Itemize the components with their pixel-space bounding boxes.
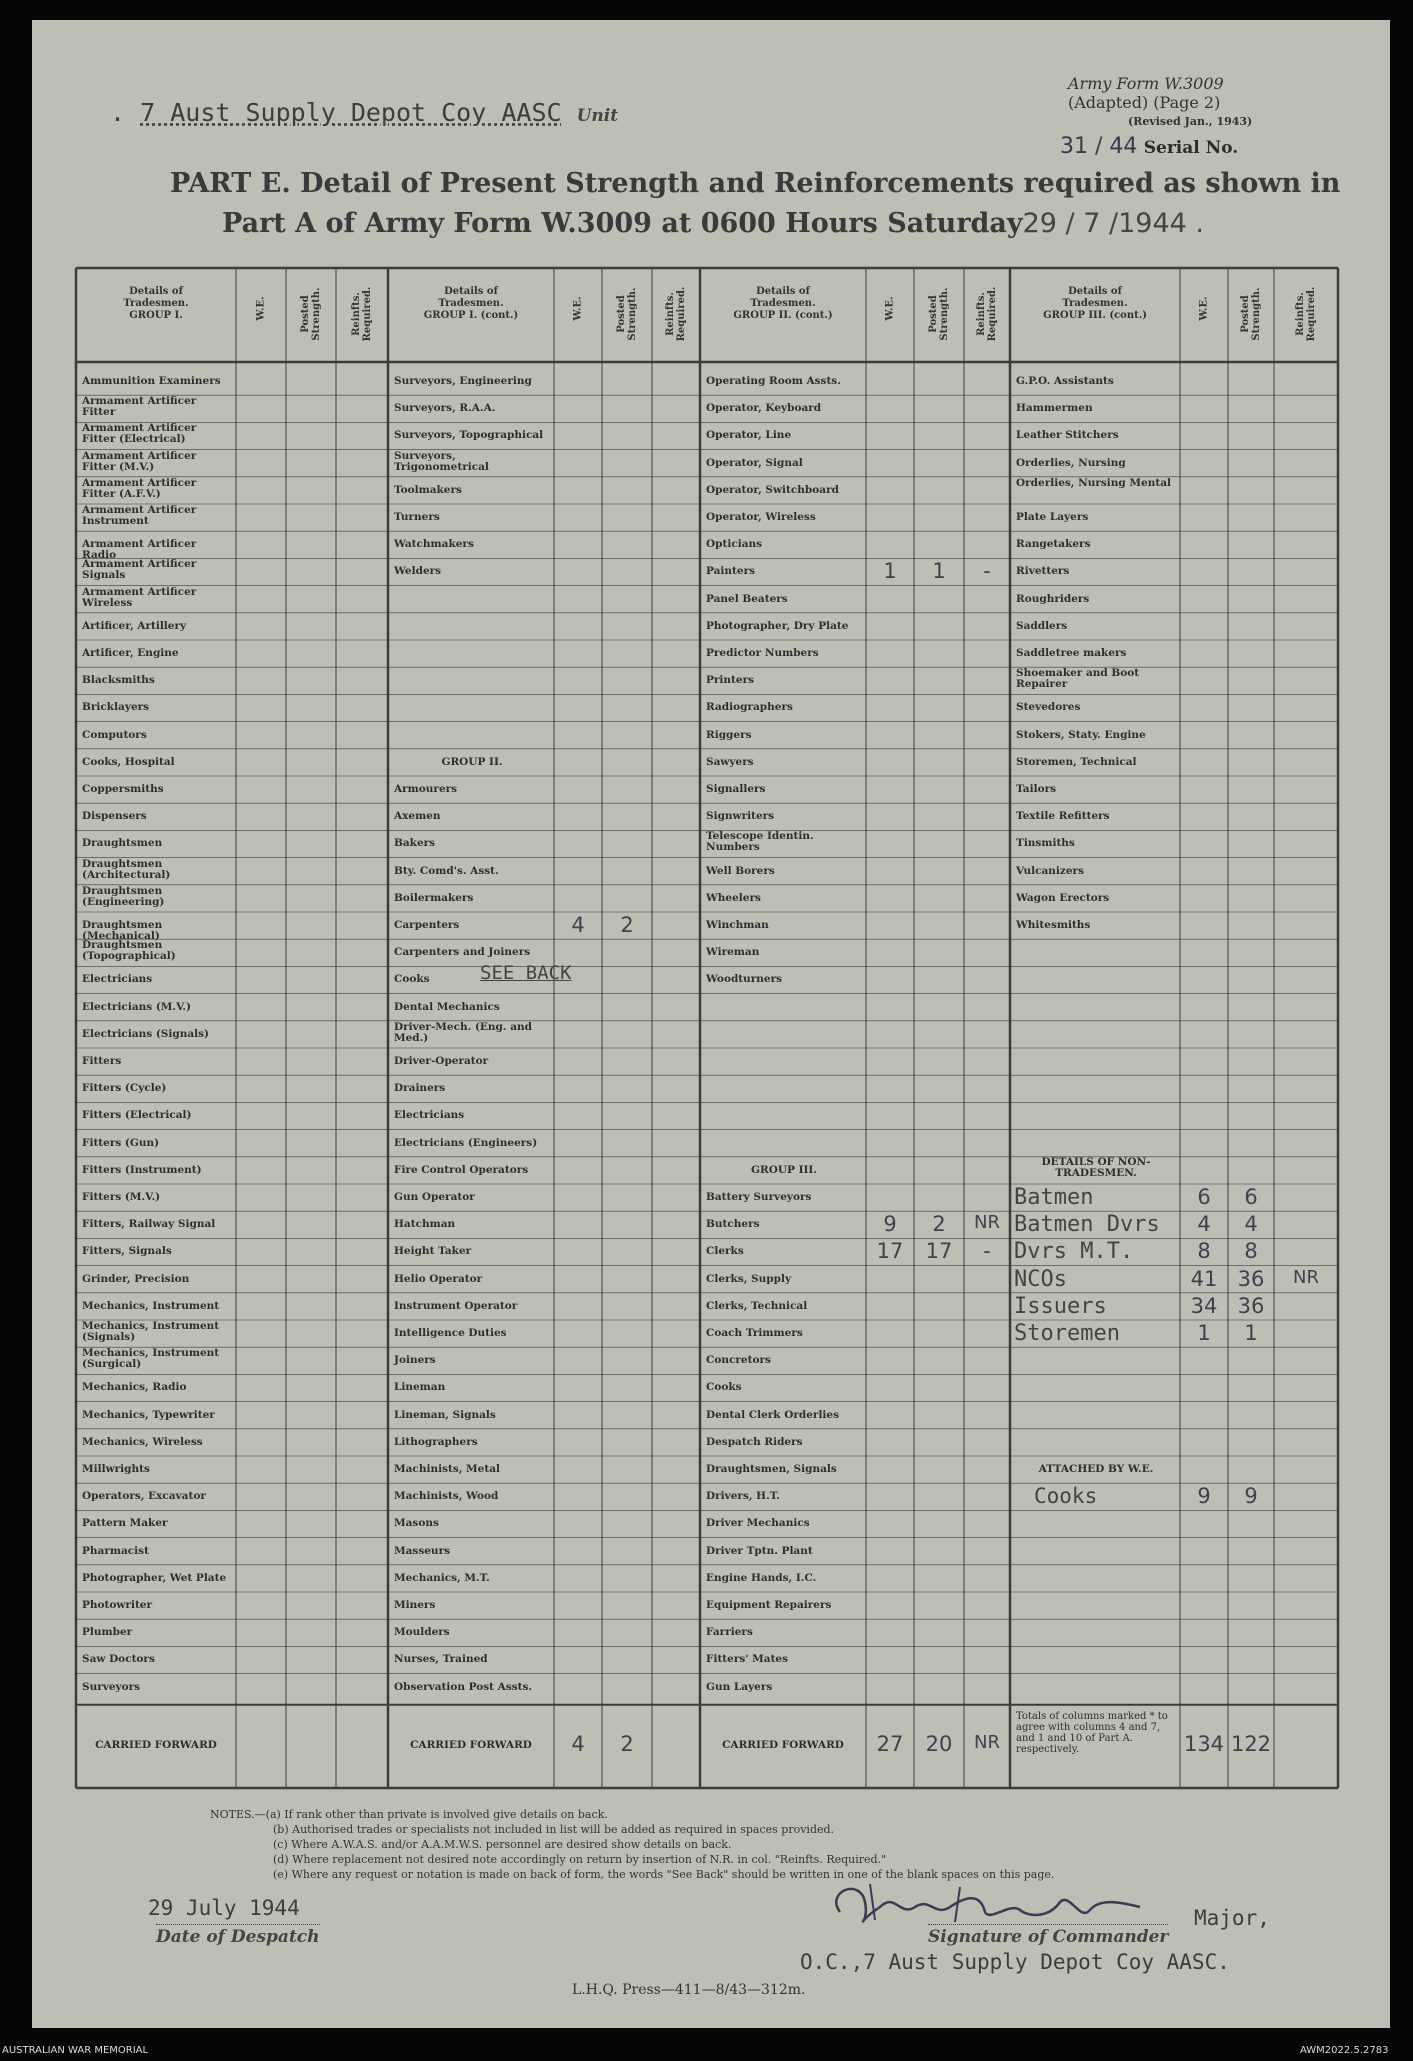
trade-label: Opticians xyxy=(706,538,763,551)
despatch-label: Date of Despatch xyxy=(156,1924,320,1947)
non-tradesman-name: Storemen xyxy=(1014,1321,1120,1346)
trade-label: Telescope Identin. Numbers xyxy=(706,830,814,854)
trade-label: Electricians (Engineers) xyxy=(394,1136,538,1149)
group-heading: GROUP III. xyxy=(751,1163,817,1176)
group-heading: DETAILS OF NON-TRADESMEN. xyxy=(1041,1155,1151,1179)
note-c: (c) Where A.W.A.S. and/or A.A.M.W.S. personnel are desired show details on back. xyxy=(273,1838,732,1851)
trade-label: Battery Surveyors xyxy=(706,1191,812,1203)
header-line: Strength. xyxy=(939,287,950,341)
entry-reinfts: - xyxy=(983,1239,991,1264)
title-line-2-text: Part A of Army Form W.3009 at 0600 Hours Saturday xyxy=(222,208,1023,239)
despatch-date: 29 July 1944 xyxy=(148,1896,300,1920)
non-tradesman-we: 41 xyxy=(1190,1266,1218,1291)
trade-label: Carpenters and Joiners xyxy=(394,946,531,959)
totals-note: Totals of columns marked * to agree with columns 4 and 7, and 1 and 10 of Part A. respectively. xyxy=(1016,1710,1168,1755)
non-tradesman-posted: 1 xyxy=(1244,1321,1258,1345)
trade-label: Observation Post Assts. xyxy=(394,1680,533,1693)
non-tradesman-reinfts: NR xyxy=(1293,1266,1319,1288)
see-back-note: SEE BACK xyxy=(480,962,572,985)
trade-label: Surveyors, R.A.A. xyxy=(394,402,496,415)
trade-label: Armament Artificer Fitter (Electrical) xyxy=(82,422,197,446)
trade-label: Machinists, Metal xyxy=(394,1463,500,1475)
trade-label: Plate Layers xyxy=(1016,511,1089,523)
trade-label: Mechanics, Radio xyxy=(82,1381,187,1394)
header-line: Strength. xyxy=(627,287,638,341)
press-line: L.H.Q. Press—411—8/43—312m. xyxy=(572,1982,806,1998)
trade-label: Fitters (Cycle) xyxy=(82,1082,167,1095)
trade-label: Instrument Operator xyxy=(394,1299,518,1312)
header-line: Required. xyxy=(362,286,373,342)
entry-we: 17 xyxy=(876,1239,904,1264)
trade-label: Mechanics, Wireless xyxy=(82,1435,203,1448)
trade-label: Photowriter xyxy=(82,1599,153,1611)
header-line: Reinfts. xyxy=(976,292,987,336)
trade-label: Height Taker xyxy=(394,1245,472,1258)
trade-label: Orderlies, Nursing Mental xyxy=(1016,476,1171,489)
non-tradesman-name: Batmen Dvrs xyxy=(1014,1212,1160,1238)
entry-reinfts: - xyxy=(983,559,991,584)
trade-label: Orderlies, Nursing xyxy=(1016,456,1126,469)
trade-label: Cooks, Hospital xyxy=(82,755,175,768)
entry-reinfts: NR xyxy=(974,1212,1000,1234)
header-line: GROUP III. (cont.) xyxy=(1043,310,1147,321)
header-line: Details of xyxy=(444,286,498,297)
unit-line: . 7 Aust Supply Depot Coy AASC Unit xyxy=(110,98,619,127)
non-tradesman-name: Batmen xyxy=(1014,1185,1094,1210)
attached-posted: 9 xyxy=(1244,1484,1258,1509)
trade-label: Welders xyxy=(394,565,442,578)
carried-forward-label: CARRIED FORWARD xyxy=(410,1739,532,1752)
trade-label: Gun Operator xyxy=(394,1191,475,1203)
trade-label: Armament Artificer Wireless xyxy=(82,585,197,609)
trade-label: Saddlers xyxy=(1016,619,1068,632)
non-tradesman-name: Dvrs M.T. xyxy=(1014,1239,1134,1265)
trade-label: Well Borers xyxy=(706,864,775,877)
trade-label: Surveyors, Engineering xyxy=(394,375,532,387)
header-line: GROUP I. xyxy=(129,310,183,321)
trade-label: Cooks xyxy=(394,973,430,986)
trade-label: Roughriders xyxy=(1016,592,1090,605)
trade-label: Surveyors, Trigonometrical xyxy=(394,449,489,473)
trade-label: Bricklayers xyxy=(82,701,150,714)
non-tradesman-posted: 36 xyxy=(1237,1266,1265,1291)
header-line: Required. xyxy=(987,286,998,342)
trade-label: Intelligence Duties xyxy=(394,1327,507,1339)
header-line: W.E. xyxy=(255,296,267,321)
note-d: (d) Where replacement not desired note accordingly on return by insertion of N.R. in col. "Reinfts. Required." xyxy=(273,1853,887,1866)
trade-label: Fitters (Electrical) xyxy=(82,1109,192,1122)
trade-label: Stevedores xyxy=(1016,701,1081,714)
trade-label: Draughtsmen (Topographical) xyxy=(82,939,176,963)
non-tradesman-we: 34 xyxy=(1190,1293,1218,1318)
trade-label: Electricians (M.V.) xyxy=(82,1000,192,1013)
non-tradesman-we: 4 xyxy=(1197,1212,1211,1237)
notes-block xyxy=(210,1807,1054,1882)
column-header-posted xyxy=(1240,274,1262,354)
entry-we: 9 xyxy=(883,1212,897,1237)
trade-label: Dental Mechanics xyxy=(394,1000,500,1013)
trade-label: Toolmakers xyxy=(394,483,462,496)
note-b: (b) Authorised trades or specialists not included in list will be added as required in spaces provided. xyxy=(273,1823,835,1836)
trade-label: Signwriters xyxy=(706,810,775,823)
non-tradesman-posted: 36 xyxy=(1237,1293,1265,1318)
carried-forward-posted: 20 xyxy=(925,1732,953,1757)
trade-label: Armament Artificer Fitter (A.F.V.) xyxy=(82,476,197,500)
trade-label: Operator, Keyboard xyxy=(706,402,822,415)
trade-label: Bty. Comd's. Asst. xyxy=(394,864,499,877)
column-header-title xyxy=(76,286,236,322)
trade-label: Dispensers xyxy=(82,810,147,823)
total-we: 134 xyxy=(1183,1732,1225,1757)
entry-we: 4 xyxy=(571,913,585,937)
trade-label: Machinists, Wood xyxy=(394,1490,499,1503)
header-line: Posted xyxy=(1240,295,1251,333)
non-tradesman-we: 1 xyxy=(1197,1321,1211,1345)
trade-label: Radiographers xyxy=(706,701,793,714)
trade-label: Leather Stitchers xyxy=(1016,429,1119,442)
trade-label: Driver-Operator xyxy=(394,1055,489,1067)
trade-label: Gun Layers xyxy=(706,1680,773,1693)
form-ref-line3: (Revised Jan., 1943) xyxy=(1128,115,1253,128)
header-line: Details of xyxy=(756,286,810,297)
header-line: GROUP II. (cont.) xyxy=(733,310,833,321)
form-ref-line2: (Adapted) (Page 2) xyxy=(1068,93,1221,112)
carried-forward-label: CARRIED FORWARD xyxy=(722,1739,844,1752)
trade-label: Clerks xyxy=(706,1245,744,1258)
trade-label: Tinsmiths xyxy=(1016,837,1075,850)
trade-label: Riggers xyxy=(706,728,752,741)
trade-label: Cooks xyxy=(706,1381,742,1394)
trade-label: Operator, Wireless xyxy=(706,511,816,523)
trade-label: Mechanics, Instrument xyxy=(82,1299,220,1312)
trade-label: Equipment Repairers xyxy=(706,1599,832,1611)
trade-label: Mechanics, Instrument (Signals) xyxy=(82,1320,220,1343)
carried-forward-we: 4 xyxy=(571,1732,585,1757)
trade-label: Vulcanizers xyxy=(1016,864,1085,877)
trade-label: Butchers xyxy=(706,1218,760,1231)
entry-posted: 2 xyxy=(932,1212,946,1237)
trade-label: Lineman xyxy=(394,1381,446,1394)
trade-label: Draughtsmen, Signals xyxy=(706,1463,837,1475)
note-a: NOTES.—(a) If rank other than private is involved give details on back. xyxy=(210,1808,608,1821)
trade-label: Wheelers xyxy=(706,891,761,904)
trade-label: Pattern Maker xyxy=(82,1517,168,1530)
column-header-reinfts xyxy=(976,274,998,354)
column-header-title xyxy=(700,286,866,322)
trade-label: Coppersmiths xyxy=(82,783,164,795)
trade-label: Driver Tptn. Plant xyxy=(706,1544,813,1557)
carried-forward-posted: 2 xyxy=(620,1732,634,1757)
entry-posted: 1 xyxy=(932,559,946,584)
trade-label: Armament Artificer Instrument xyxy=(82,504,197,527)
commander-designation: O.C.,7 Aust Supply Depot Coy AASC. xyxy=(800,1950,1230,1974)
commander-rank: Major, xyxy=(1194,1906,1270,1930)
trade-label: Drainers xyxy=(394,1082,446,1095)
trade-label: Rivetters xyxy=(1016,565,1070,578)
non-tradesman-posted: 8 xyxy=(1244,1239,1258,1264)
trade-label: Whitesmiths xyxy=(1016,919,1091,931)
trade-label: Drivers, H.T. xyxy=(706,1490,780,1503)
trade-label: Fire Control Operators xyxy=(394,1163,529,1176)
trade-label: Armament Artificer Fitter (M.V.) xyxy=(82,449,197,473)
trade-label: Predictor Numbers xyxy=(706,647,819,659)
trade-label: Coach Trimmers xyxy=(706,1327,803,1339)
trade-label: Mechanics, Typewriter xyxy=(82,1408,215,1421)
trade-label: Armourers xyxy=(394,783,458,795)
group-heading: ATTACHED BY W.E. xyxy=(1038,1463,1154,1475)
trade-label: Panel Beaters xyxy=(706,592,788,605)
trade-label: Boilermakers xyxy=(394,891,474,904)
trade-label: Electricians xyxy=(394,1109,465,1122)
trade-label: Masseurs xyxy=(394,1544,451,1557)
trade-label: Electricians xyxy=(82,973,153,986)
header-line: GROUP I. (cont.) xyxy=(423,310,519,321)
trade-label: Winchman xyxy=(706,919,769,931)
trade-label: Masons xyxy=(394,1517,439,1530)
unit-label: Unit xyxy=(576,106,619,126)
trade-label: Painters xyxy=(706,565,756,578)
header-line: Details of xyxy=(1068,286,1122,297)
trade-label: Operating Room Assts. xyxy=(706,375,841,387)
note-e: (e) Where any request or notation is made on back of form, the words "See Back" should be written in one of the blank spaces on this page. xyxy=(273,1868,1055,1881)
trade-label: Signallers xyxy=(706,783,766,795)
header-line: Posted xyxy=(300,295,311,333)
trade-label: Grinder, Precision xyxy=(82,1272,190,1285)
trade-label: Rangetakers xyxy=(1016,538,1091,551)
trade-label: Plumber xyxy=(82,1626,133,1639)
total-posted: 122 xyxy=(1230,1732,1272,1757)
trade-label: Photographer, Dry Plate xyxy=(706,619,849,632)
trade-label: Millwrights xyxy=(82,1463,150,1475)
column-header-reinfts xyxy=(1295,274,1317,354)
trade-label: Stokers, Staty. Engine xyxy=(1016,728,1146,741)
trade-label: Wireman xyxy=(706,946,760,959)
title-line-1: PART E. Detail of Present Strength and Reinforcements required as shown in xyxy=(170,168,1341,199)
trade-label: Draughtsmen (Mechanical) xyxy=(82,919,163,942)
non-tradesman-name: NCOs xyxy=(1014,1266,1067,1292)
non-tradesman-we: 8 xyxy=(1197,1239,1211,1264)
trade-label: Turners xyxy=(394,511,440,523)
trade-label: Shoemaker and Boot Repairer xyxy=(1016,667,1140,691)
non-tradesman-posted: 4 xyxy=(1244,1212,1258,1237)
trade-label: Farriers xyxy=(706,1626,753,1639)
carried-forward-label: CARRIED FORWARD xyxy=(95,1739,217,1752)
trade-label: Fitters, Railway Signal xyxy=(82,1218,216,1231)
trade-label: Printers xyxy=(706,674,755,687)
column-header-title xyxy=(1010,286,1180,322)
non-tradesman-posted: 6 xyxy=(1244,1185,1258,1209)
trade-label: Blacksmiths xyxy=(82,674,155,687)
trade-label: Fitters xyxy=(82,1055,122,1067)
header-line: Reinfts. xyxy=(351,292,362,336)
trade-label: Wagon Erectors xyxy=(1016,891,1110,904)
credit-right: AWM2022.5.2783 xyxy=(1300,2045,1389,2056)
trade-label: Fitters (M.V.) xyxy=(82,1191,161,1203)
trade-label: Engine Hands, I.C. xyxy=(706,1571,817,1584)
header-line: Tradesmen. xyxy=(1062,298,1128,309)
trade-label: Saddletree makers xyxy=(1016,647,1127,659)
column-header-we xyxy=(885,269,896,349)
header-line: Required. xyxy=(1306,286,1317,342)
trade-label: Surveyors, Topographical xyxy=(394,429,544,442)
trade-label: Concretors xyxy=(706,1354,771,1367)
trade-label: Computors xyxy=(82,728,147,741)
trade-label: Lineman, Signals xyxy=(394,1408,496,1421)
trade-label: Draughtsmen (Engineering) xyxy=(82,884,165,908)
serial-value: 31 / 44 xyxy=(1060,134,1138,159)
header-line: Posted xyxy=(928,295,939,333)
column-header-we xyxy=(1199,269,1210,349)
trade-label: Watchmakers xyxy=(394,538,474,551)
trade-label: Saw Doctors xyxy=(82,1653,155,1666)
trade-label: Clerks, Supply xyxy=(706,1272,792,1285)
header-line: Details of xyxy=(129,286,183,297)
trade-label: Armament Artificer Signals xyxy=(82,558,197,582)
trade-label: Draughtsmen xyxy=(82,837,163,850)
trade-label: Photographer, Wet Plate xyxy=(82,1571,227,1584)
trade-label: Mechanics, M.T. xyxy=(394,1571,490,1584)
trade-label: Driver-Mech. (Eng. and Med.) xyxy=(394,1020,532,1044)
trade-label: Hatchman xyxy=(394,1218,456,1231)
trade-label: Armament Artificer Fitter xyxy=(82,395,197,419)
trade-label: Miners xyxy=(394,1599,436,1611)
trade-label: Bakers xyxy=(394,837,436,850)
trade-label: Fitters' Mates xyxy=(706,1653,789,1666)
trade-label: Armament Artificer Radio xyxy=(82,538,197,562)
commander-signature xyxy=(820,1872,1180,1932)
header-line: W.E. xyxy=(884,296,896,321)
trade-label: Moulders xyxy=(394,1626,450,1639)
trade-label: Lithographers xyxy=(394,1435,478,1448)
header-line: Strength. xyxy=(311,287,322,341)
column-header-title xyxy=(388,286,554,322)
trade-label: Clerks, Technical xyxy=(706,1299,808,1312)
trade-label: Operator, Line xyxy=(706,429,792,442)
trade-label: Operators, Excavator xyxy=(82,1490,206,1503)
trade-label: Helio Operator xyxy=(394,1272,483,1285)
trade-label: Artificer, Engine xyxy=(82,647,179,659)
trade-label: Operator, Switchboard xyxy=(706,483,839,496)
column-header-we xyxy=(573,269,584,349)
trade-label: Nurses, Trained xyxy=(394,1653,488,1666)
column-header-reinfts xyxy=(665,274,687,354)
trade-label: Pharmacist xyxy=(82,1544,149,1557)
column-header-we xyxy=(256,269,267,349)
column-header-posted xyxy=(616,274,638,354)
group-heading: GROUP II. xyxy=(441,755,503,768)
trade-label: Draughtsmen (Architectural) xyxy=(82,857,171,881)
header-line: Posted xyxy=(616,295,627,333)
header-line: Tradesmen. xyxy=(123,298,189,309)
attached-name: Cooks xyxy=(1034,1484,1098,1509)
trade-label: Sawyers xyxy=(706,755,754,768)
header-line: Strength. xyxy=(1251,287,1262,341)
signature-label: Signature of Commander xyxy=(928,1924,1168,1947)
trade-label: Driver Mechanics xyxy=(706,1517,810,1530)
trade-label: Despatch Riders xyxy=(706,1435,803,1448)
unit-name: 7 Aust Supply Depot Coy AASC xyxy=(140,98,562,127)
trade-label: Carpenters xyxy=(394,919,460,931)
header-line: Reinfts. xyxy=(665,292,676,336)
trade-label: Artificer, Artillery xyxy=(82,619,187,632)
trade-label: Fitters, Signals xyxy=(82,1245,172,1258)
trade-label: Woodturners xyxy=(706,973,783,986)
non-tradesman-name: Issuers xyxy=(1014,1293,1107,1319)
trade-label: Dental Clerk Orderlies xyxy=(706,1408,840,1421)
form-ref-line1: Army Form W.3009 xyxy=(1068,74,1224,93)
trade-label: Operator, Signal xyxy=(706,456,803,469)
entry-posted: 17 xyxy=(925,1239,953,1264)
header-line: W.E. xyxy=(572,296,584,321)
carried-forward-we: 27 xyxy=(876,1732,904,1757)
header-line: Required. xyxy=(676,286,687,342)
non-tradesman-we: 6 xyxy=(1197,1185,1211,1209)
trade-label: Joiners xyxy=(394,1354,436,1367)
trade-label: Textile Refitters xyxy=(1016,810,1110,823)
trade-label: Storemen, Technical xyxy=(1016,755,1137,768)
serial-label: Serial No. xyxy=(1143,138,1239,158)
trade-label: Ammunition Examiners xyxy=(82,375,221,387)
trade-label: Tailors xyxy=(1016,783,1057,795)
column-header-posted xyxy=(300,274,322,354)
trade-label: Electricians (Signals) xyxy=(82,1027,210,1040)
trade-label: Surveyors xyxy=(82,1680,141,1693)
header-line: W.E. xyxy=(1198,296,1210,321)
column-header-posted xyxy=(928,274,950,354)
entry-we: 1 xyxy=(883,559,897,584)
title-date: 29 / 7 /1944 . xyxy=(1022,208,1204,239)
column-header-reinfts xyxy=(351,274,373,354)
trade-label: G.P.O. Assistants xyxy=(1016,375,1114,387)
credit-left: AUSTRALIAN WAR MEMORIAL xyxy=(2,2045,149,2056)
header-line: Tradesmen. xyxy=(750,298,816,309)
entry-posted: 2 xyxy=(620,913,634,937)
header-line: Tradesmen. xyxy=(438,298,504,309)
header-line: Reinfts. xyxy=(1295,292,1306,336)
carried-forward-reinfts: NR xyxy=(974,1732,1000,1754)
trade-label: Fitters (Instrument) xyxy=(82,1163,202,1176)
trade-label: Fitters (Gun) xyxy=(82,1136,160,1149)
trade-label: Mechanics, Instrument (Surgical) xyxy=(82,1347,220,1371)
attached-we: 9 xyxy=(1197,1484,1211,1509)
trade-label: Hammermen xyxy=(1016,402,1093,415)
trade-label: Axemen xyxy=(394,810,441,823)
